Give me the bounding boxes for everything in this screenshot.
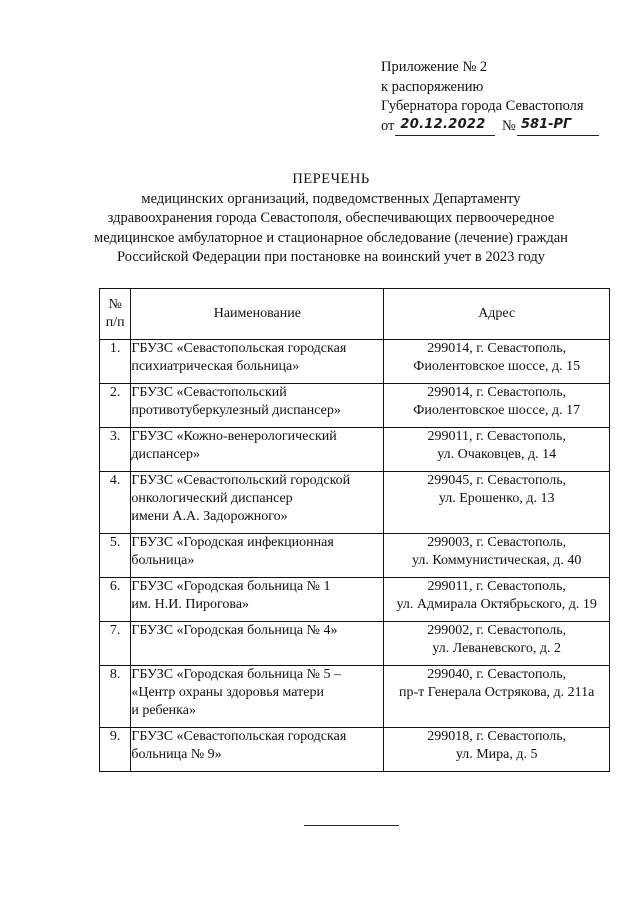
row-number: 7. — [100, 622, 131, 666]
organization-name — [131, 578, 384, 622]
organization-address — [384, 340, 610, 384]
organization-address-line: 299040, г. Севастополь, — [427, 667, 567, 682]
organizations-table — [99, 288, 610, 772]
organization-address-line: ул. Ерошенко, д. 13 — [438, 491, 555, 506]
organization-address-line: ул. Леваневского, д. 2 — [432, 641, 562, 656]
organization-address-line: 299003, г. Севастополь, — [427, 535, 567, 550]
appendix-block — [381, 58, 621, 137]
organization-name-line: онкологический диспансер — [131, 491, 293, 506]
organization-address — [384, 666, 610, 728]
handwritten-number: 581-РГ — [521, 116, 572, 132]
organization-address-line: 299002, г. Севастополь, — [427, 623, 567, 638]
organization-address-line: Фиолентовское шоссе, д. 17 — [413, 403, 581, 418]
header-number-abbr: п/п — [105, 315, 125, 330]
title-line: здравоохранения города Севастополя, обеспечивающих первоочередное — [107, 210, 555, 226]
row-number: 6. — [100, 578, 131, 622]
row-number: 8. — [100, 666, 131, 728]
organization-name-line: им. Н.И. Пирогова» — [131, 597, 250, 612]
organization-address-line: 299045, г. Севастополь, — [427, 473, 567, 488]
document-title — [80, 170, 582, 268]
row-number: 5. — [100, 534, 131, 578]
appendix-number: Приложение № 2 — [381, 59, 488, 75]
organization-name-line: и ребенка» — [131, 703, 196, 718]
title-line: медицинских организаций, подведомственных Департаменту — [141, 190, 521, 207]
organization-address-line: ул. Очаковцев, д. 14 — [437, 447, 557, 462]
header-number-sign: № — [108, 297, 122, 312]
table-row — [100, 384, 610, 428]
header-address: Адрес — [384, 289, 610, 340]
organization-name-line: ГБУЗС «Севастопольская городская — [131, 341, 347, 356]
table-row — [100, 428, 610, 472]
organization-name-line: ГБУЗС «Городская больница № 1 — [131, 579, 331, 594]
title-line: медицинское амбулаторное и стационарное обследование (лечение) граждан — [94, 229, 568, 246]
organization-name-line: ГБУЗС «Кожно-венерологический — [131, 429, 337, 444]
table-row — [100, 728, 610, 772]
organization-name-line: имени А.А. Задорожного» — [131, 509, 288, 524]
organization-address-line: 299011, г. Севастополь, — [427, 429, 566, 444]
organization-name-line: ГБУЗС «Городская инфекционная — [131, 535, 334, 550]
organization-address-line: ул. Коммунистическая, д. 40 — [411, 553, 582, 568]
appendix-order-ref: к распоряжению — [381, 78, 484, 95]
table-body — [100, 340, 610, 772]
organization-name-line: больница» — [131, 553, 195, 568]
organization-address — [384, 534, 610, 578]
appendix-date-number-line — [381, 117, 621, 137]
organization-address — [384, 728, 610, 772]
row-number: 4. — [100, 472, 131, 534]
title-heading: ПЕРЕЧЕНЬ — [292, 171, 370, 187]
handwritten-date: 20.12.2022 — [400, 116, 486, 132]
organization-address — [384, 622, 610, 666]
header-number — [100, 289, 131, 340]
organization-name-line: ГБУЗС «Севастопольский городской — [131, 473, 351, 488]
organization-address-line: Фиолентовское шоссе, д. 15 — [413, 359, 581, 374]
organization-name — [131, 728, 384, 772]
organization-address-line: 299014, г. Севастополь, — [427, 341, 567, 356]
table-row — [100, 622, 610, 666]
organization-name — [131, 666, 384, 728]
organization-name — [131, 340, 384, 384]
organization-name — [131, 534, 384, 578]
organization-address-line: пр-т Генерала Острякова, д. 211а — [399, 685, 595, 700]
organization-name — [131, 428, 384, 472]
table-row — [100, 340, 610, 384]
organization-address-line: ул. Адмирала Октябрьского, д. 19 — [396, 597, 597, 612]
organization-name-line: ГБУЗС «Городская больница № 4» — [131, 623, 338, 638]
date-prefix: от — [381, 117, 395, 134]
date-underline — [395, 135, 495, 136]
organization-name — [131, 472, 384, 534]
organization-address-line: 299011, г. Севастополь, — [427, 579, 566, 594]
organization-name — [131, 384, 384, 428]
organization-address-line: 299014, г. Севастополь, — [427, 385, 567, 400]
organization-address — [384, 384, 610, 428]
header-name: Наименование — [131, 289, 384, 340]
organization-address — [384, 578, 610, 622]
organization-name-line: противотуберкулезный диспансер» — [131, 403, 341, 418]
number-sign: № — [502, 117, 516, 134]
row-number: 2. — [100, 384, 131, 428]
organization-name-line: больница № 9» — [131, 747, 222, 762]
table-row — [100, 578, 610, 622]
table-row — [100, 534, 610, 578]
end-divider — [304, 825, 399, 826]
table-row — [100, 666, 610, 728]
organization-name-line: психиатрическая больница» — [131, 359, 300, 374]
organization-name-line: диспансер» — [131, 447, 200, 462]
appendix-issuer: Губернатора города Севастополя — [381, 98, 584, 114]
organization-address-line: 299018, г. Севастополь, — [427, 729, 567, 744]
row-number: 1. — [100, 340, 131, 384]
organization-name-line: ГБУЗС «Севастопольский — [131, 385, 287, 400]
organization-name-line: ГБУЗС «Городская больница № 5 – — [131, 667, 341, 682]
organization-name-line: ГБУЗС «Севастопольская городская — [131, 729, 347, 744]
organization-name-line: «Центр охраны здоровья матери — [131, 685, 324, 700]
row-number: 3. — [100, 428, 131, 472]
title-line: Российской Федерации при постановке на воинский учет в 2023 году — [117, 249, 545, 265]
organization-address-line: ул. Мира, д. 5 — [455, 747, 538, 762]
number-underline — [517, 135, 599, 136]
table-row — [100, 472, 610, 534]
table-header-row — [100, 289, 610, 340]
row-number: 9. — [100, 728, 131, 772]
organization-name — [131, 622, 384, 666]
organization-address — [384, 428, 610, 472]
organization-address — [384, 472, 610, 534]
